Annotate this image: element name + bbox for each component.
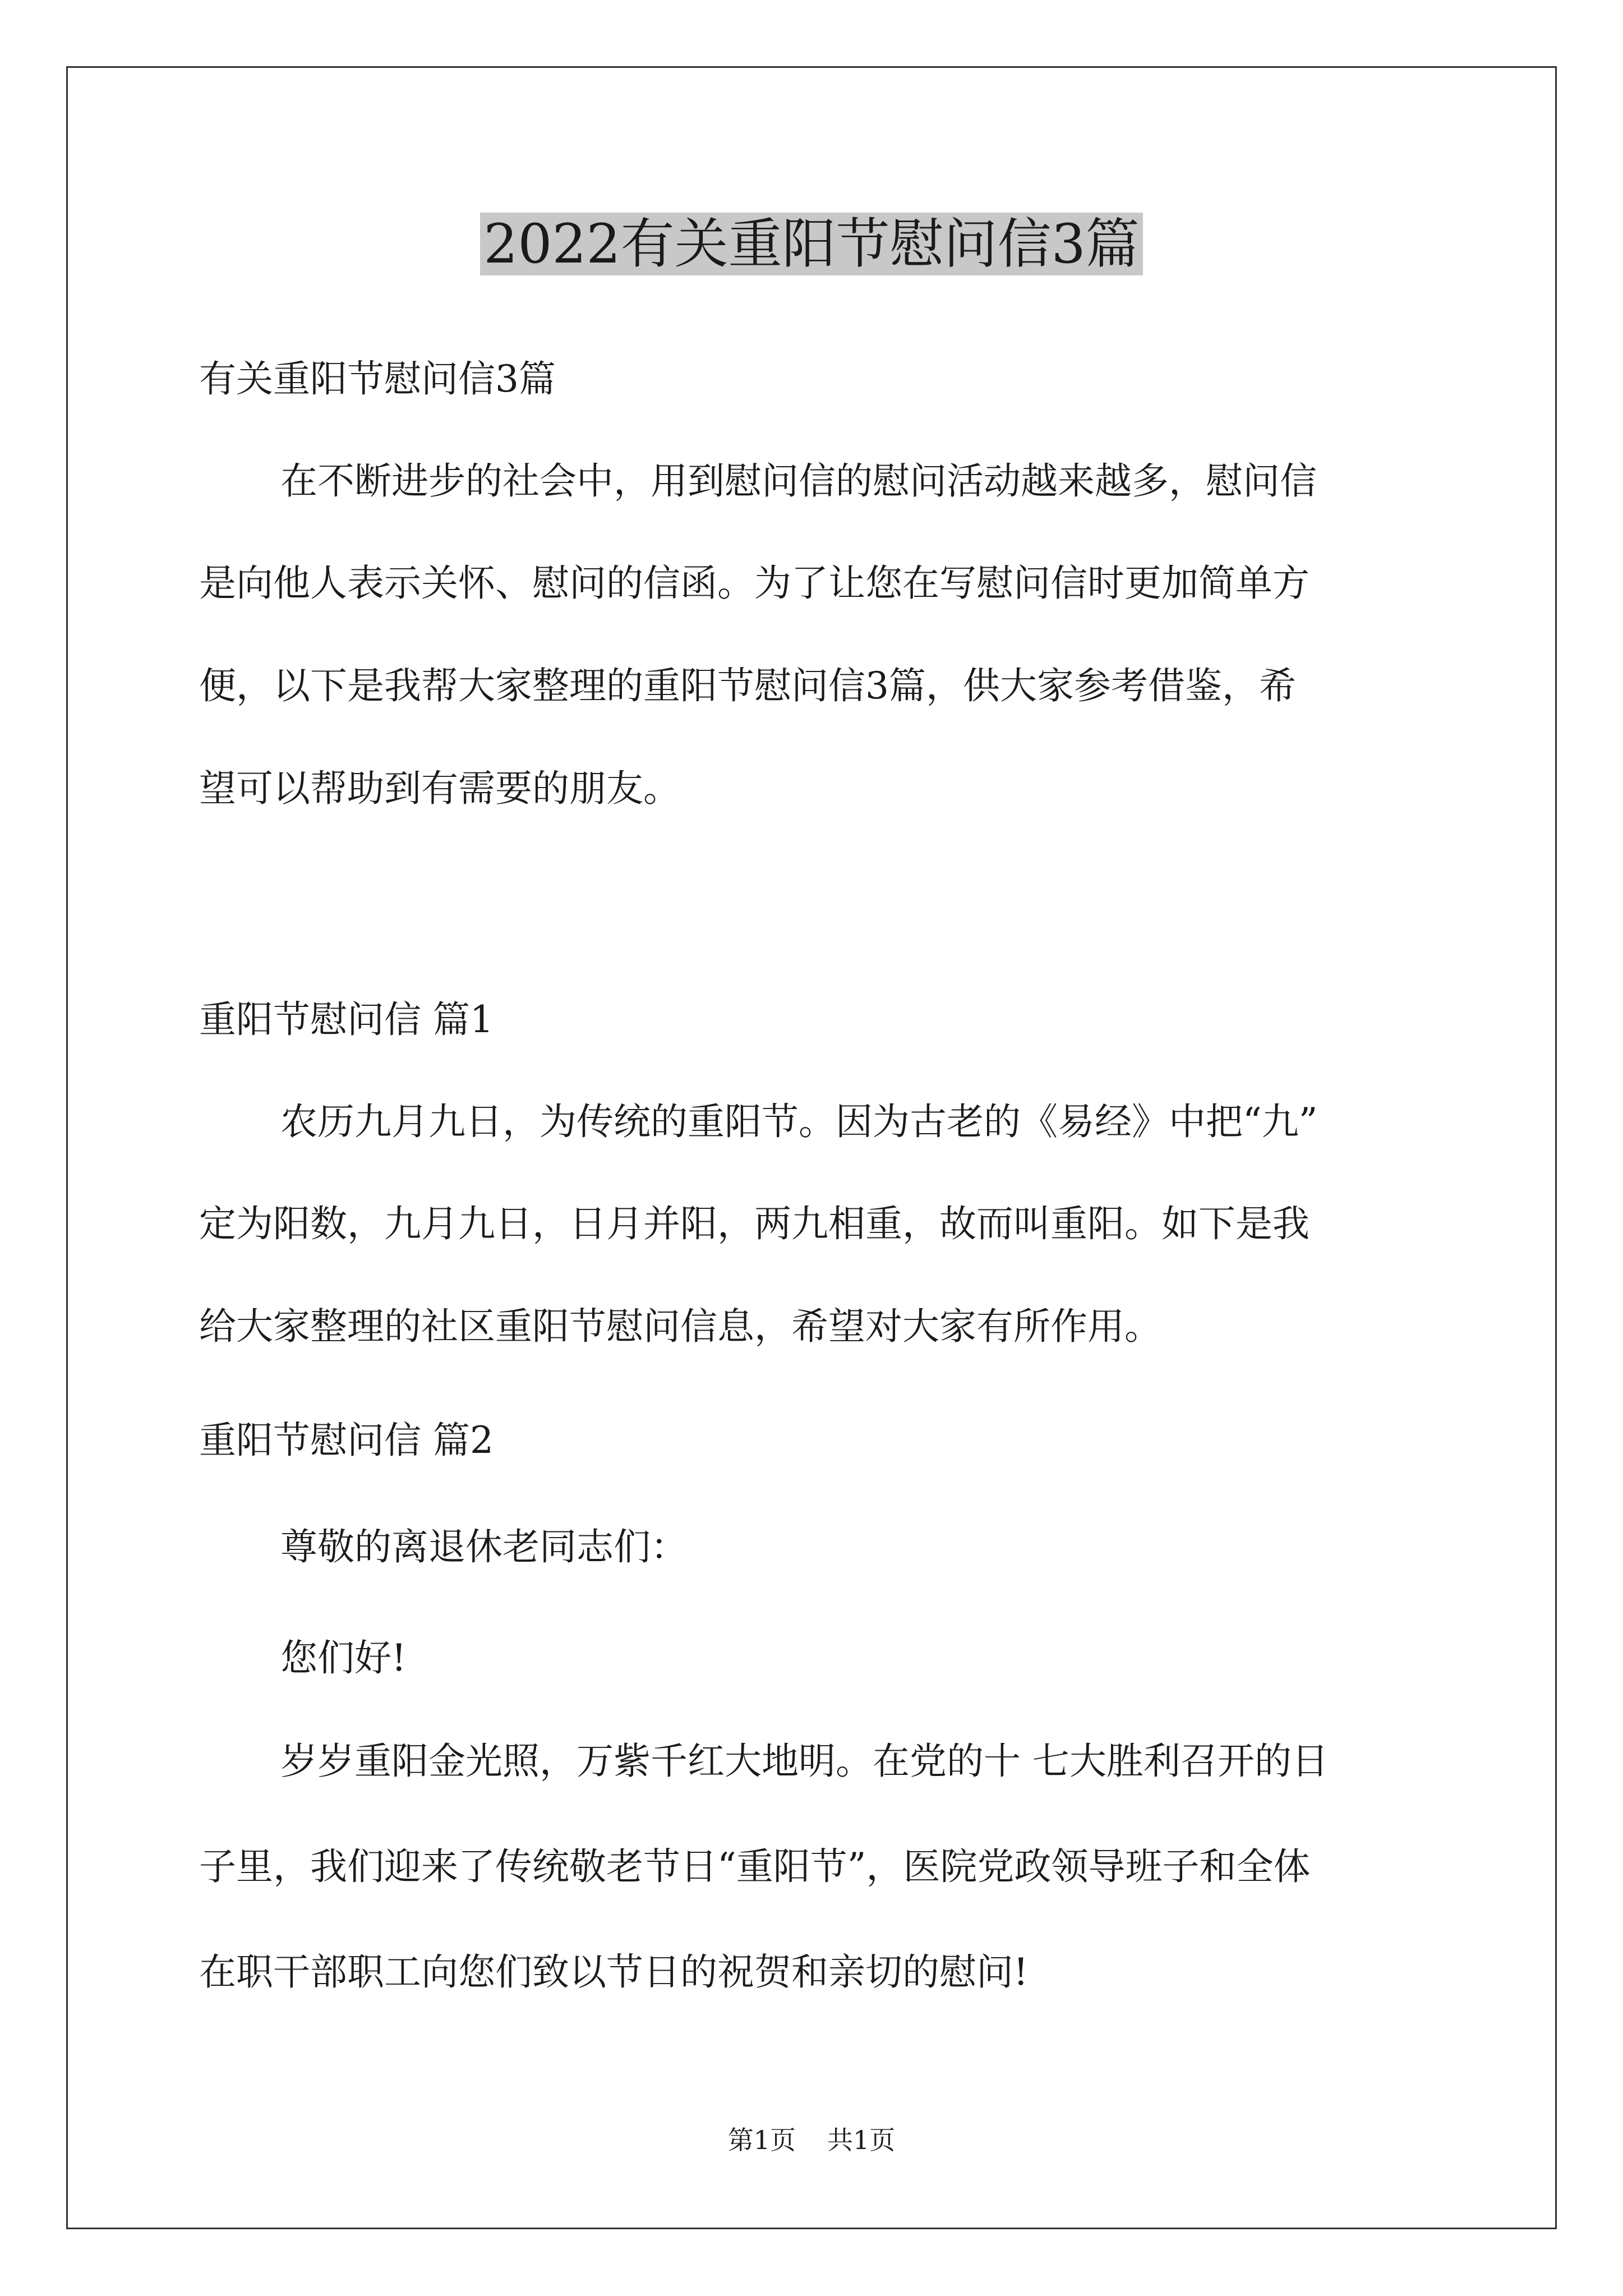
section1-line-3: 给大家整理的社区重阳节慰问信息，希望对大家有所作用。 bbox=[199, 1305, 1161, 1348]
intro-line-1: 在不断进步的社会中，用到慰问信的慰问活动越来越多，慰问信 bbox=[280, 459, 1317, 503]
section2-line-1: 岁岁重阳金光照，万紫千红大地明。在党的十 七大胜利召开的日 bbox=[280, 1740, 1329, 1783]
section1-line-1: 农历九月九日，为传统的重阳节。因为古老的《易经》中把“九” bbox=[280, 1100, 1318, 1143]
page-footer bbox=[0, 2123, 1623, 2157]
section2-heading: 重阳节慰问信 篇2 bbox=[199, 1419, 494, 1462]
section2-line-2: 子里，我们迎来了传统敬老节日“重阳节”，医院党政领导班子和全体 bbox=[199, 1845, 1311, 1888]
section2-line-3: 在职干部职工向您们致以节日的祝贺和亲切的慰问! bbox=[199, 1950, 1029, 1994]
intro-line-3: 便，以下是我帮大家整理的重阳节慰问信3篇，供大家参考借鉴，希 bbox=[199, 664, 1296, 707]
page-number: 第1页 bbox=[727, 2125, 796, 2155]
section1-heading: 重阳节慰问信 篇1 bbox=[199, 998, 494, 1041]
page-total: 共1页 bbox=[827, 2125, 896, 2155]
section2-greeting: 您们好! bbox=[280, 1636, 407, 1680]
intro-line-2: 是向他人表示关怀、慰问的信函。为了让您在写慰问信时更加简单方 bbox=[199, 562, 1310, 605]
document-title bbox=[0, 208, 1623, 280]
section2-salutation: 尊敬的离退休老同志们： bbox=[280, 1525, 688, 1568]
document-title-text: 2022有关重阳节慰问信3篇 bbox=[480, 213, 1142, 275]
intro-line-4: 望可以帮助到有需要的朋友。 bbox=[199, 767, 680, 810]
document-subtitle: 有关重阳节慰问信3篇 bbox=[199, 357, 556, 401]
section1-line-2: 定为阳数，九月九日，日月并阳，两九相重，故而叫重阳。如下是我 bbox=[199, 1202, 1310, 1245]
